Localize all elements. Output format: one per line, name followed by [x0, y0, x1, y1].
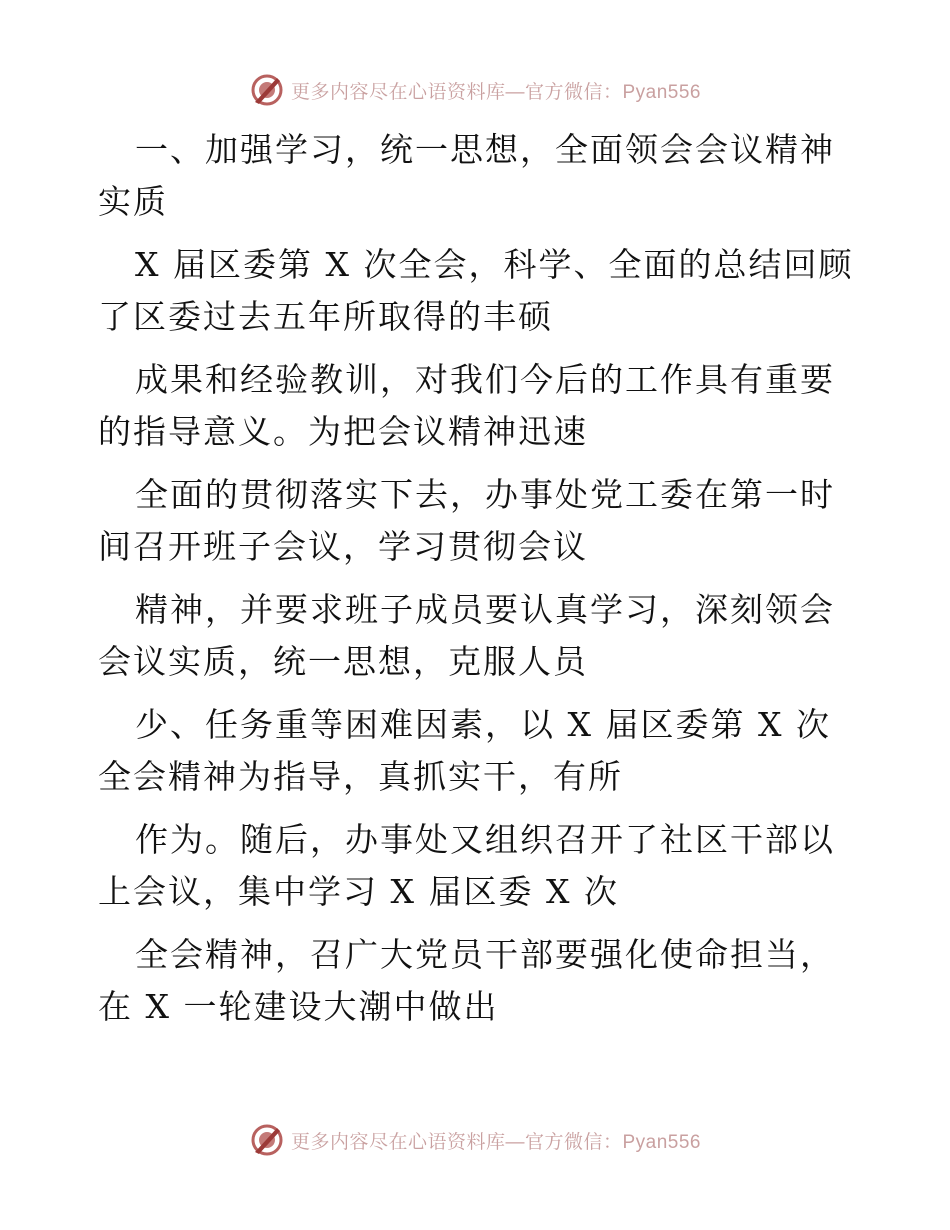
- quill-seal-icon: [249, 72, 285, 108]
- header-watermark: [0, 70, 950, 110]
- paragraph: 全会精神，召广大党员干部要强化使命担当，在 X 一轮建设大潮中做出: [98, 935, 835, 1026]
- paragraph: 全面的贯彻落实下去，办事处党工委在第一时间召开班子会议，学习贯彻会议: [98, 475, 835, 566]
- paragraph: 精神，并要求班子成员要认真学习，深刻领会会议实质，统一思想，克服人员: [98, 590, 835, 681]
- paragraph: 成果和经验教训，对我们今后的工作具有重要的指导意义。为把会议精神迅速: [98, 360, 835, 451]
- document-body: [98, 124, 854, 1033]
- watermark-text: 更多内容尽在心语资料库—官方微信：Pyan556: [290, 81, 701, 103]
- quill-seal-icon: [249, 1122, 285, 1158]
- watermark-text: 更多内容尽在心语资料库—官方微信：Pyan556: [290, 1131, 701, 1153]
- footer-watermark: [0, 1120, 950, 1160]
- paragraph: X 届区委第 X 次全会，科学、全面的总结回顾了区委过去五年所取得的丰硕: [98, 245, 854, 336]
- paragraph: 少、任务重等困难因素，以 X 届区委第 X 次全会精神为指导，真抓实干，有所: [98, 705, 831, 796]
- paragraph: 作为。随后，办事处又组织召开了社区干部以上会议，集中学习 X 届区委 X 次: [98, 820, 835, 911]
- paragraph: 一、加强学习，统一思想，全面领会会议精神实质: [98, 130, 835, 221]
